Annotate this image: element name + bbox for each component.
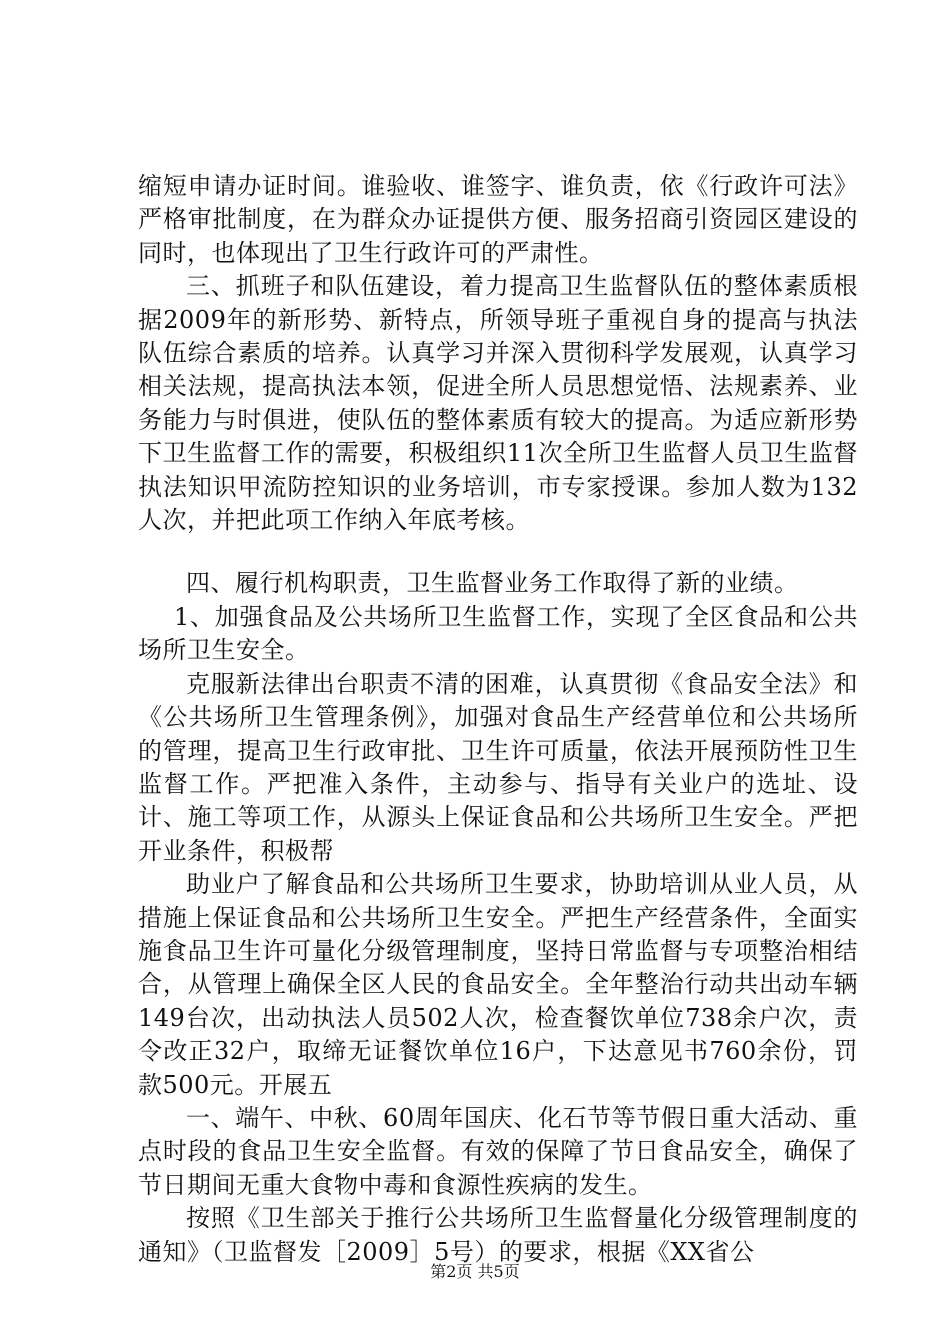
paragraph-subsection-one: 1、加强食品及公共场所卫生监督工作，实现了全区食品和公共场所卫生安全。: [138, 602, 858, 665]
paragraph-continuation: 缩短申请办证时间。谁验收、谁签字、谁负责，依《行政许可法》严格审批制度，在为群众办证提供方便、服务招商引资园区建设的同时，也体现出了卫生行政许可的严肃性。: [138, 172, 858, 267]
page-number-footer: 第2页 共5页: [430, 1262, 520, 1281]
document-body: [138, 170, 858, 1269]
paragraph-quantified-grading: 按照《卫生部关于推行公共场所卫生监督量化分级管理制度的通知》（卫监督发［2009］5号）的要求，根据《XX省公: [138, 1204, 858, 1266]
paragraph-business-assistance: 助业户了解食品和公共场所卫生要求，协助培训从业人员，从措施上保证食品和公共场所卫生安全。严把生产经营条件，全面实施食品卫生许可量化分级管理制度，坚持日常监督与专项整治相结合，从管理上确保全区人民的食品安全。全年整治行动共出动车辆149台次，出动执法人员502人次，检查餐饮单位738余户次，责令改正32户，取缔无证餐饮单位16户，下达意见书760余份，罚款500元。开展五: [138, 870, 858, 1099]
paragraph-section-four-heading: 四、履行机构职责，卫生监督业务工作取得了新的业绩。: [186, 569, 799, 598]
paragraph-section-three: 三、抓班子和队伍建设，着力提高卫生监督队伍的整体素质根据2009年的新形势、新特点，所领导班子重视自身的提高与执法队伍综合素质的培养。认真学习并深入贯彻科学发展观，认真学习相关法规，提高执法本领，促进全所人员思想觉悟、法规素养、业务能力与时俱进，使队伍的整体素质有较大的提高。为适应新形势下卫生监督工作的需要，积极组织11次全所卫生监督人员卫生监督执法知识甲流防控知识的业务培训，市专家授课。参加人数为132人次，并把此项工作纳入年底考核。: [138, 272, 858, 535]
paragraph-food-safety-law: 克服新法律出台职责不清的困难，认真贯彻《食品安全法》和《公共场所卫生管理条例》，加强对食品生产经营单位和公共场所的管理，提高卫生行政审批、卫生许可质量，依法开展预防性卫生监督工作。严把准入条件，主动参与、指导有关业户的选址、设计、施工等项工作，从源头上保证食品和公共场所卫生安全。严把开业条件，积极帮: [138, 669, 858, 865]
paragraph-holiday-supervision: 一、端午、中秋、60周年国庆、化石节等节假日重大活动、重点时段的食品卫生安全监督。有效的保障了节日食品安全，确保了节日期间无重大食物中毒和食源性疾病的发生。: [138, 1103, 858, 1199]
